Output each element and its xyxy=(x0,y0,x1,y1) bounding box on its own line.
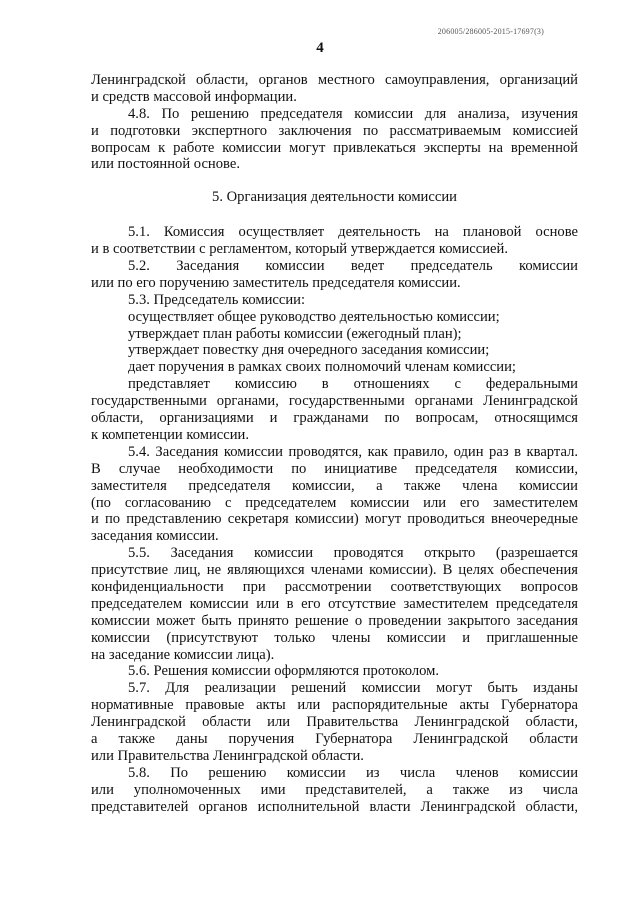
text-line: и в соответствии с регламентом, который утверждается комиссией. xyxy=(91,241,508,258)
text-line: к компетенции комиссии. xyxy=(91,426,250,443)
list-item: утверждает план работы комиссии (ежегодный план); xyxy=(128,325,462,342)
list-item: представляет комиссию в отношениях с федеральными xyxy=(128,376,578,393)
text-line: конфиденциальности при рассмотрении соответствующих вопросов xyxy=(91,578,578,595)
page-number: 4 xyxy=(316,40,324,56)
text-line: и по представлению секретаря комиссии) могут проводиться внеочередные xyxy=(91,511,578,528)
text-line: В случае необходимости по инициативе председателя комиссии, xyxy=(91,460,578,477)
text-line: и средств массовой информации. xyxy=(91,88,297,105)
text-line: комиссии может быть принято решение о проведении закрытого заседания xyxy=(91,612,578,629)
list-item: дает поручения в рамках своих полномочий членам комиссии; xyxy=(128,359,516,376)
text-line: вопросам к работе комиссии могут привлекаться эксперты на временной xyxy=(91,139,578,156)
text-line: Ленинградской области, органов местного самоуправления, организаций xyxy=(91,72,578,88)
text-line: или уполномоченных ими представителей, а также из числа xyxy=(91,781,578,798)
clause-5-6: 5.6. Решения комиссии оформляются протоколом. xyxy=(128,663,440,680)
text-line: или постоянной основе. xyxy=(91,156,240,173)
text-line: комиссии (присутствуют только члены комиссии и приглашенные xyxy=(91,629,578,646)
clause-5-1: 5.1. Комиссия осуществляет деятельность на плановой основе xyxy=(128,224,578,241)
document-body xyxy=(91,72,578,815)
text-line: государственными органами, государственными органами Ленинградской xyxy=(91,393,578,410)
clause-5-4: 5.4. Заседания комиссии проводятся, как правило, один раз в квартал. xyxy=(128,443,578,460)
text-line: представителей органов исполнительной власти Ленинградской области, xyxy=(91,798,578,815)
text-line: или по его поручению заместитель председателя комиссии. xyxy=(91,274,461,291)
text-line: присутствие лиц, не являющихся членами комиссии). В целях обеспечения xyxy=(91,562,578,579)
text-line: а также даны поручения Губернатора Ленинградской области xyxy=(91,730,578,747)
list-item: утверждает повестку дня очередного заседания комиссии; xyxy=(128,342,490,359)
text-line: нормативные правовые акты или распорядительные акты Губернатора xyxy=(91,697,578,714)
text-line: заместителя председателя комиссии, а также члена комиссии xyxy=(91,477,578,494)
section-5-heading: 5. Организация деятельности комиссии xyxy=(212,189,457,206)
document-registration-number: 206005/286005-2015-17697(3) xyxy=(437,27,544,36)
text-line: Ленинградской области или Правительства Ленинградской области, xyxy=(91,714,578,731)
clause-5-2: 5.2. Заседания комиссии ведет председатель комиссии xyxy=(128,258,578,275)
text-line: заседания комиссии. xyxy=(91,528,219,545)
text-line: и подготовки экспертного заключения по рассматриваемым комиссией xyxy=(91,122,578,139)
text-line: или Правительства Ленинградской области. xyxy=(91,747,364,764)
clause-5-7: 5.7. Для реализации решений комиссии могут быть изданы xyxy=(128,680,578,697)
clause-4-8: 4.8. По решению председателя комиссии для анализа, изучения xyxy=(128,105,578,122)
clause-5-3: 5.3. Председатель комиссии: xyxy=(128,291,306,308)
text-line: области, организациями и гражданами по вопросам, относящимся xyxy=(91,410,578,427)
clause-5-8: 5.8. По решению комиссии из числа членов комиссии xyxy=(128,764,578,781)
text-line: председателем комиссии или в его отсутствие заместителем председателя xyxy=(91,595,578,612)
text-line: (по согласованию с председателем комиссии или его заместителем xyxy=(91,494,578,511)
clause-5-5: 5.5. Заседания комиссии проводятся открыто (разрешается xyxy=(128,545,578,562)
text-line: на заседание комиссии лица). xyxy=(91,646,275,663)
list-item: осуществляет общее руководство деятельностью комиссии; xyxy=(128,308,500,325)
